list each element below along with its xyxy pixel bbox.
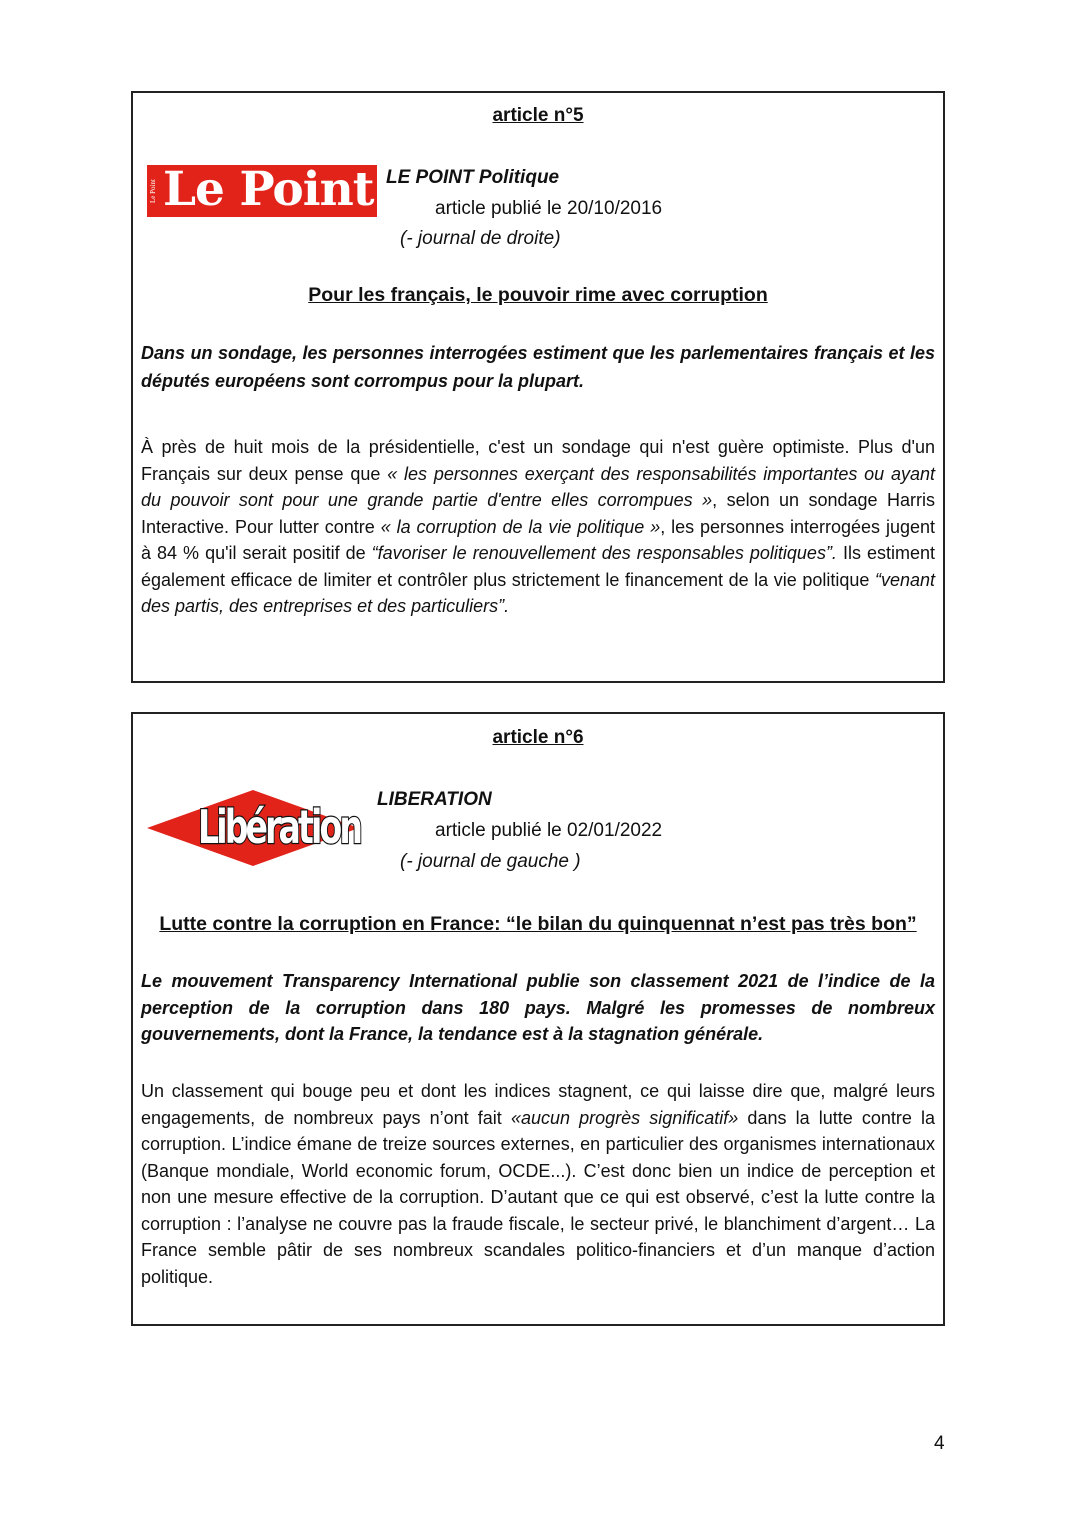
article-5-body-text-4: Ils estiment également efficace de limiter et contrôler plus strictement le financement de la vie politique	[141, 543, 935, 590]
article-5-body	[141, 434, 935, 620]
liberation-logo	[147, 788, 359, 868]
article-5-headline: Pour les français, le pouvoir rime avec corruption	[308, 284, 768, 306]
article-5-box	[131, 91, 945, 683]
article-6-header: article n°6	[492, 727, 584, 748]
article-5-header: article n°5	[492, 105, 584, 126]
article-6-headline: Lutte contre la corruption en France: “le bilan du quinquennat n’est pas très bon”	[159, 913, 917, 935]
article-6-lead: Le mouvement Transparency International publie son classement 2021 de l’indice de la perception de la corruption dans 180 pays. Malgré les promesses de nombreux gouvernements, dont la France, la tendance est à la stagnation générale.	[141, 971, 935, 1044]
article-5-body-text-3: , les personnes interrogées jugent à 84 % qu'il serait positif de	[141, 516, 935, 563]
article-5-body-quote-1: « les personnes exerçant des responsabilités importantes ou ayant du pouvoir sont pour une grande partie d'entre elles corrompues »	[141, 463, 936, 510]
article-5-orientation: (- journal de droite)	[400, 228, 561, 249]
le-point-logo-text: Le Point	[163, 162, 374, 217]
le-point-logo-side-text: Le Point	[149, 179, 157, 203]
page-number: 4	[934, 1433, 945, 1454]
article-5-body-text-1: À près de huit mois de la présidentielle, c'est un sondage qui n'est guère optimiste. Plus d'un Français sur deux pense que	[141, 437, 935, 484]
article-5-body-quote-2: « la corruption de la vie politique »	[380, 516, 661, 537]
article-5-body-text-2: , selon un sondage Harris Interactive. Pour lutter contre	[141, 490, 936, 537]
article-6-body-text-2: dans la lutte contre la corruption. L’indice émane de treize sources externes, en particulier des organismes internationaux (Banque mondiale, World economic forum, OCDE...). C’est donc bien un indice de perception et non une mesure effective de la corruption. D’autant que ce qui est observé, c’est la lutte contre la corruption : l’analyse ne couvre pas la fraude fiscale, le secteur privé, le blanchiment d’argent… La France semble pâtir de ses nombreux scandales politico-financiers et d’un manque d’action politique.	[141, 1107, 936, 1287]
article-5-date: article publié le 20/10/2016	[435, 198, 663, 219]
article-5-lead: Dans un sondage, les personnes interrogées estiment que les parlementaires français et les députés européens sont corrompus pour la plupart.	[141, 343, 935, 391]
le-point-logo	[147, 162, 377, 217]
liberation-logo-text: Libération	[198, 800, 361, 854]
article-5-body-quote-3: “favoriser le renouvellement des responsables politiques”.	[371, 543, 837, 563]
article-6-orientation: (- journal de gauche )	[400, 851, 581, 872]
article-6-box	[131, 712, 945, 1326]
article-6-body-quote-1: «aucun progrès significatif»	[510, 1107, 739, 1128]
article-6-date: article publié le 02/01/2022	[435, 820, 663, 841]
article-5-body-quote-4: “venant des partis, des entreprises et des particuliers”.	[141, 569, 935, 616]
article-6-body-text-1: Un classement qui bouge peu et dont les indices stagnent, ce qui laisse dire que, malgré leurs engagements, de nombreux pays n’ont fait	[141, 1081, 935, 1128]
article-6-body	[141, 1078, 935, 1290]
article-6-source: LIBERATION	[377, 789, 492, 810]
article-5-source: LE POINT Politique	[386, 167, 560, 188]
